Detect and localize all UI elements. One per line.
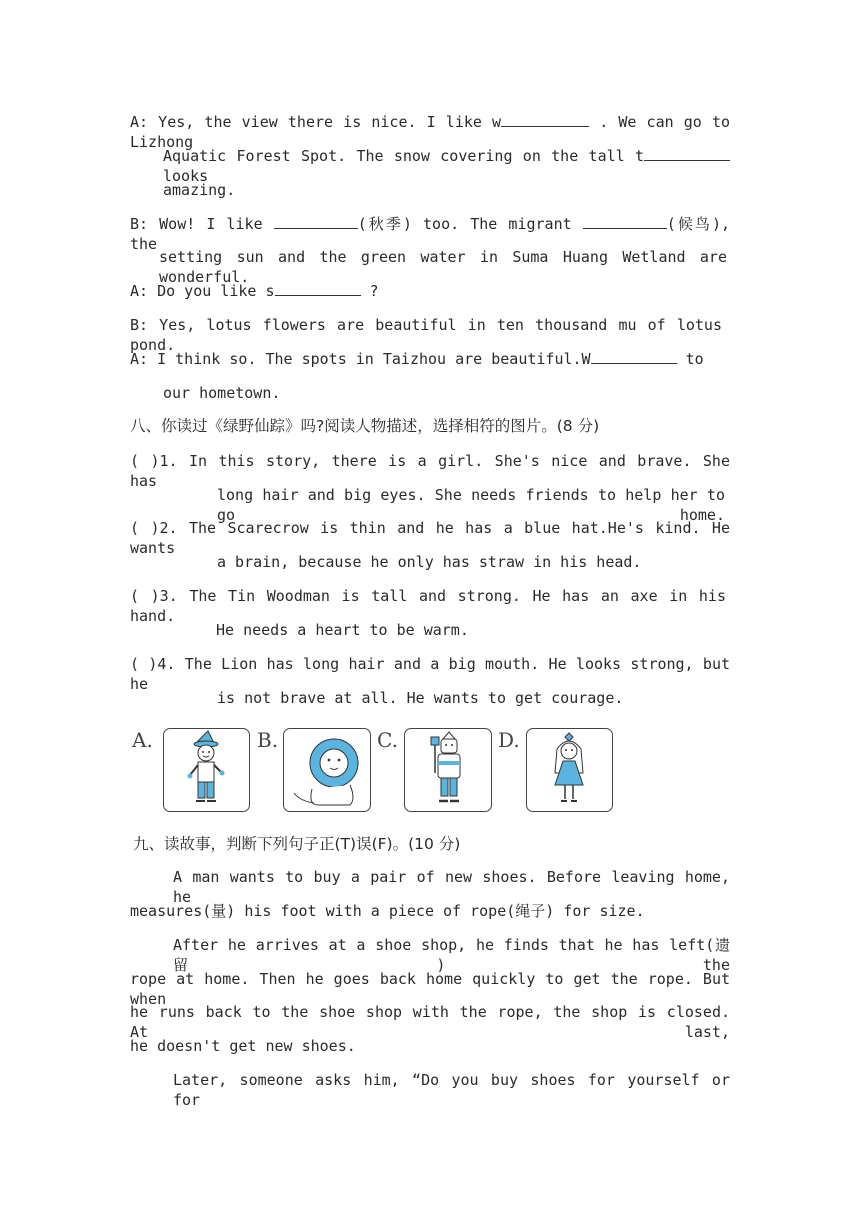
answer-blank[interactable] [591,349,677,364]
answer-blank[interactable] [275,281,361,296]
lion-picture[interactable] [283,728,371,812]
section-8-title: 八、你读过《绿野仙踪》吗?阅读人物描述，选择相符的图片。(8 分) [130,417,600,435]
story-line-1: A man wants to buy a pair of new shoes. Before leaving home, he [173,868,730,906]
dialogue-line-6: A: Do you like s ? [130,282,379,300]
story-line-6: he doesn't get new shoes. [130,1037,356,1055]
story-line-5: he runs back to the shoe shop with the rope, the shop is closed. At last, [130,1003,730,1041]
dialogue-line-4: B: Wow! I like (秋季) too. The migrant (候鸟), the [130,215,731,253]
question-2-cont: a brain, because he only has straw in his head. [217,553,642,571]
scarecrow-picture[interactable] [163,728,250,812]
tin-woodman-picture[interactable] [404,728,492,812]
section-9-title: 九、读故事，判断下列句子正(T)误(F)。(10 分) [133,835,461,853]
answer-blank[interactable] [583,214,667,229]
question-1-cont: long hair and big eyes. She needs friends to help her to go home. [217,486,725,524]
dialogue-line-3: amazing. [163,181,236,199]
answer-blank[interactable] [644,146,730,161]
question-1: ( )1. In this story, there is a girl. She's nice and brave. She has [130,452,730,490]
dorothy-picture[interactable] [526,728,613,812]
tin-woodman-icon [405,729,491,811]
story-line-2: measures(量) his foot with a piece of rope(绳子) for size. [130,902,645,920]
lion-icon [284,729,370,811]
option-label-c: C. [377,728,398,752]
question-4-cont: is not brave at all. He wants to get courage. [217,689,624,707]
option-label-b: B. [257,728,279,752]
option-label-a: A. [132,728,153,752]
girl-icon [527,729,612,811]
scarecrow-icon [164,729,249,811]
dialogue-line-7: B: Yes, lotus flowers are beautiful in ten thousand mu of lotus pond. [130,316,722,354]
answer-blank[interactable] [501,112,589,127]
dialogue-line-8: A: I think so. The spots in Taizhou are beautiful.W to [130,350,704,368]
question-3-cont: He needs a heart to be warm. [216,621,469,639]
dialogue-line-5: setting sun and the green water in Suma Huang Wetland are wonderful. [159,248,727,286]
answer-blank[interactable] [274,214,358,229]
dialogue-line-2: Aquatic Forest Spot. The snow covering on the tall t looks [163,146,730,186]
option-label-d: D. [498,728,520,752]
question-4: ( )4. The Lion has long hair and a big mouth. He looks strong, but he [130,655,730,693]
question-3: ( )3. The Tin Woodman is tall and strong. He has an axe in his hand. [130,587,726,625]
dialogue-line-9: our hometown. [163,384,281,402]
story-line-7: Later, someone asks him, “Do you buy shoes for yourself or for [173,1071,730,1109]
story-line-3: After he arrives at a shoe shop, he finds that he has left(遗留) the [173,936,730,974]
story-line-4: rope at home. Then he goes back home quickly to get the rope. But when [130,970,730,1008]
question-2: ( )2. The Scarecrow is thin and he has a blue hat.He's kind. He wants [130,519,730,557]
dialogue-line-1: A: Yes, the view there is nice. I like w . We can go to Lizhong [130,113,731,151]
